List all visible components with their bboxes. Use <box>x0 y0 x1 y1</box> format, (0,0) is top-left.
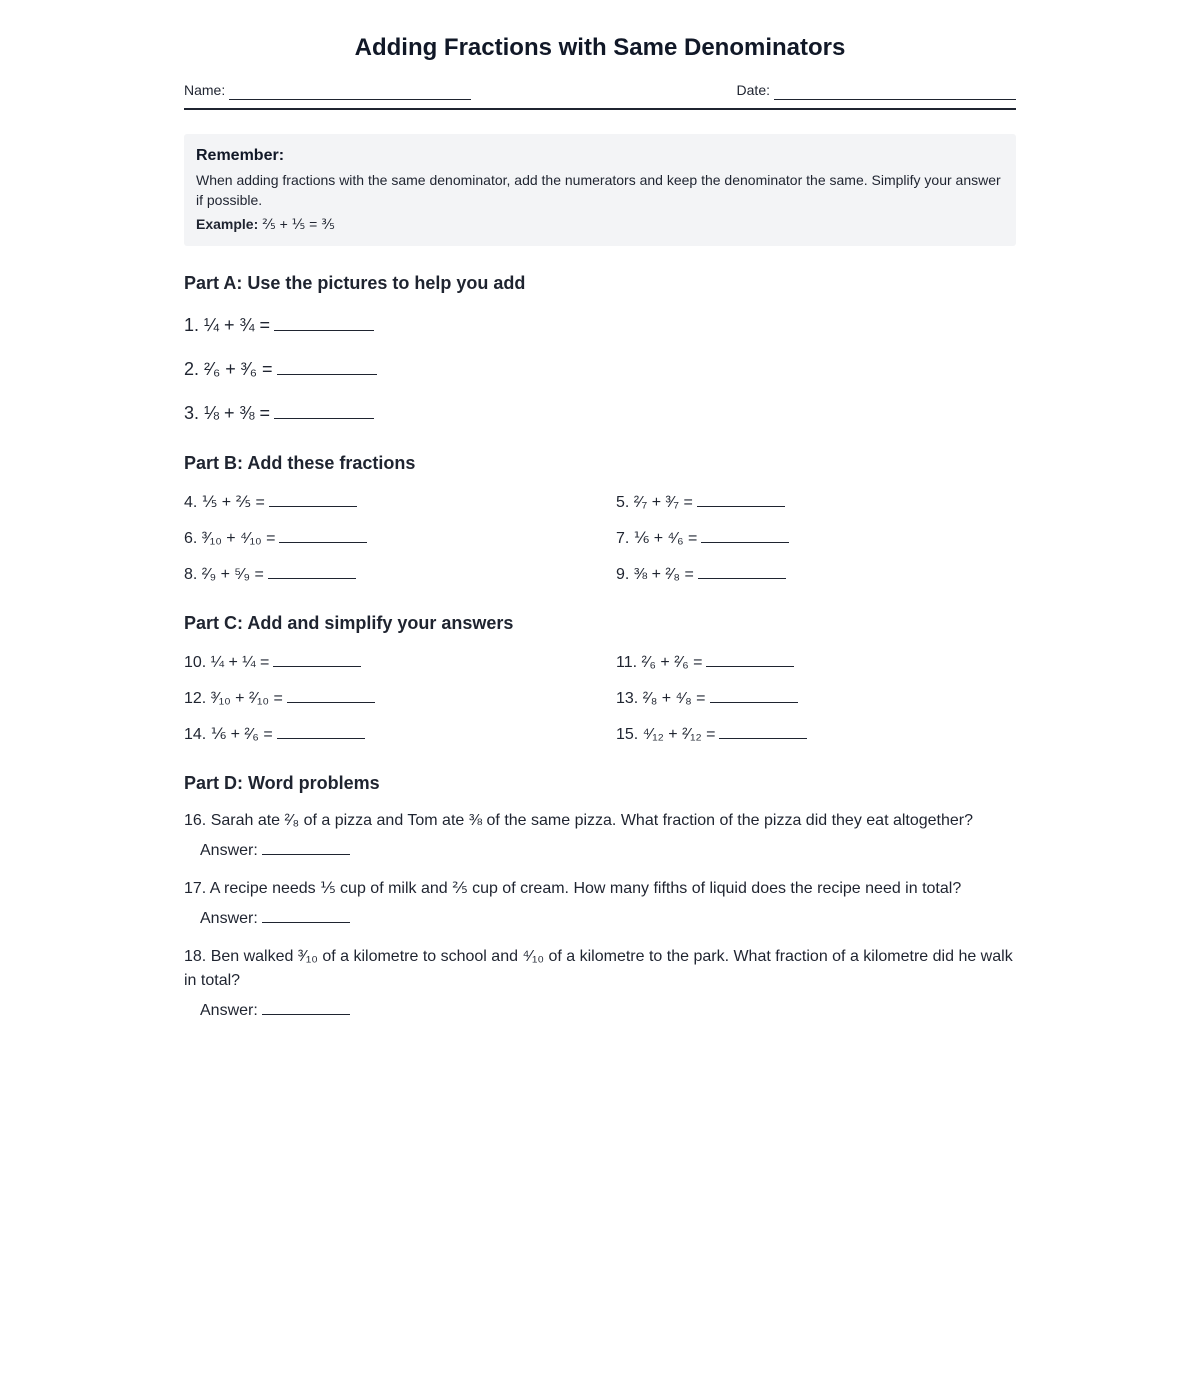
question-text: 4. ⅕ + ⅖ = <box>184 494 265 511</box>
part-c-title: Part C: Add and simplify your answers <box>184 613 514 633</box>
date-field <box>737 80 1016 100</box>
answer-blank[interactable] <box>262 838 350 855</box>
question-text: 12. ³⁄₁₀ + ²⁄₁₀ = <box>184 690 283 707</box>
answer-blank[interactable] <box>277 722 365 739</box>
header-row <box>184 80 1016 110</box>
question-15 <box>616 722 807 746</box>
question-text: 11. ²⁄₆ + ²⁄₆ = <box>616 654 703 671</box>
example-text: ⅖ + ⅕ = ⅗ <box>258 216 335 232</box>
question-9 <box>616 562 786 586</box>
question-12 <box>184 686 375 710</box>
question-text: 3. ⅛ + ⅜ = <box>184 403 271 423</box>
question-11 <box>616 650 794 674</box>
answer-blank[interactable] <box>268 562 356 579</box>
answer-blank[interactable] <box>698 562 786 579</box>
answer-blank[interactable] <box>262 998 350 1015</box>
question-text: 2. ²⁄₆ + ³⁄₆ = <box>184 359 273 379</box>
answer-label: Answer: <box>200 842 258 859</box>
answer-label: Answer: <box>200 910 258 927</box>
question-1 <box>184 312 374 337</box>
question-text: 10. ¼ + ¼ = <box>184 654 270 671</box>
answer-blank[interactable] <box>279 526 367 543</box>
question-13 <box>616 686 798 710</box>
answer-blank[interactable] <box>269 490 357 507</box>
date-line[interactable] <box>774 83 1016 100</box>
question-10 <box>184 650 361 674</box>
question-8 <box>184 562 356 586</box>
question-5 <box>616 490 785 514</box>
question-2 <box>184 356 377 381</box>
remember-title: Remember: <box>196 147 285 164</box>
answer-18 <box>200 998 350 1022</box>
question-text: 15. ⁴⁄₁₂ + ²⁄₁₂ = <box>616 726 716 743</box>
worksheet-title: Adding Fractions with Same Denominators <box>354 34 846 61</box>
question-6 <box>184 526 367 550</box>
question-text: 7. ⅙ + ⁴⁄₆ = <box>616 530 698 547</box>
name-field <box>184 80 471 100</box>
answer-label: Answer: <box>200 1002 258 1019</box>
answer-blank[interactable] <box>262 906 350 923</box>
word-problem-16: 16. Sarah ate ²⁄₈ of a pizza and Tom ate ⅜ of the same pizza. What fraction of the pizza did they eat altogether? <box>184 812 974 829</box>
part-b-title: Part B: Add these fractions <box>184 453 416 473</box>
question-14 <box>184 722 365 746</box>
question-7 <box>616 526 789 550</box>
question-text: 9. ⅜ + ²⁄₈ = <box>616 566 694 583</box>
answer-blank[interactable] <box>274 400 374 419</box>
word-problem-18: 18. Ben walked ³⁄₁₀ of a kilometre to school and ⁴⁄₁₀ of a kilometre to the park. What fraction of a kilometre did he walk in total? <box>184 948 1013 989</box>
question-text: 8. ²⁄₉ + ⁵⁄₉ = <box>184 566 264 583</box>
answer-blank[interactable] <box>719 722 807 739</box>
question-3 <box>184 400 374 425</box>
answer-16 <box>200 838 350 862</box>
answer-blank[interactable] <box>274 312 374 331</box>
word-problem-17: 17. A recipe needs ⅕ cup of milk and ⅖ cup of cream. How many fifths of liquid does the recipe need in total? <box>184 880 962 897</box>
answer-blank[interactable] <box>710 686 798 703</box>
answer-blank[interactable] <box>706 650 794 667</box>
part-a-title: Part A: Use the pictures to help you add <box>184 273 526 293</box>
question-text: 1. ¼ + ¾ = <box>184 315 271 335</box>
remember-body: When adding fractions with the same denominator, add the numerators and keep the denominator the same. Simplify your answer if possible. <box>196 172 1001 208</box>
answer-blank[interactable] <box>287 686 375 703</box>
answer-blank[interactable] <box>701 526 789 543</box>
answer-17 <box>200 906 350 930</box>
question-text: 14. ⅙ + ²⁄₆ = <box>184 726 273 743</box>
question-text: 5. ²⁄₇ + ³⁄₇ = <box>616 494 693 511</box>
answer-blank[interactable] <box>697 490 785 507</box>
answer-blank[interactable] <box>273 650 361 667</box>
example-label: Example: <box>196 216 259 232</box>
answer-blank[interactable] <box>277 356 377 375</box>
remember-example <box>196 214 1004 234</box>
part-d-title: Part D: Word problems <box>184 773 380 793</box>
question-text: 6. ³⁄₁₀ + ⁴⁄₁₀ = <box>184 530 276 547</box>
question-4 <box>184 490 357 514</box>
remember-box <box>184 134 1016 246</box>
name-line[interactable] <box>229 83 471 100</box>
name-label: Name: <box>184 82 226 98</box>
question-text: 13. ²⁄₈ + ⁴⁄₈ = <box>616 690 706 707</box>
date-label: Date: <box>736 82 770 98</box>
